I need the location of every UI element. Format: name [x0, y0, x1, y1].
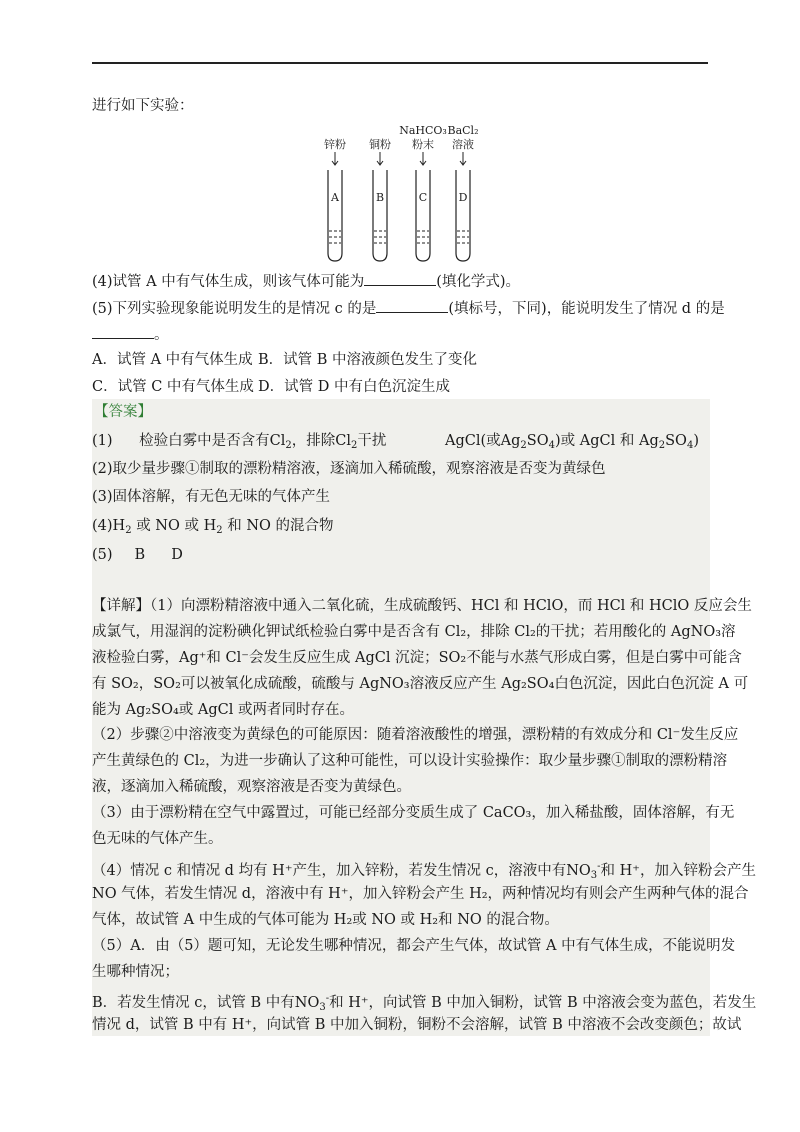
option-a: A．试管 A 中有气体生成 [92, 352, 253, 368]
answer-1-text: 检验白雾中是否含有$Cl_2$，排除$Cl_2$干扰 [139, 433, 387, 451]
q5-d-answer-blank[interactable] [92, 324, 154, 339]
answer-4: $(4)H_2$ 或 NO 或 $H_2$ 和 NO 的混合物 [92, 518, 334, 536]
explanation-2-line-2: 产生黄绿色的 Cl₂，为进一步确认了这种可能性，可以设计实验操作：取少量步骤①制取的漂粉精溶 [92, 753, 728, 769]
reagent-label-c2: 粉末 [412, 138, 434, 151]
q5-c-answer-blank[interactable] [376, 298, 448, 313]
tube-label-b: B [375, 191, 385, 204]
option-b: B．试管 B 中溶液颜色发生了变化 [258, 352, 478, 368]
q5-text: (5)下列实验现象能说明发生的是情况 c 的是 [92, 301, 377, 317]
explanation-3-line-2: 色无味的气体产生。 [92, 831, 223, 847]
explanation-4-line-1: （4）情况 c 和情况 d 均有 H⁺产生，加入锌粉，若发生情况 c，溶液中有$NO_3^-$和 H⁺，加入锌粉会产生 [92, 861, 756, 881]
explanation-4-line-2: NO 气体，若发生情况 d，溶液中有 H⁺，加入锌粉会产生 H₂，两种情况均有则会产生两种气体的混合 [92, 886, 749, 902]
explanation-1-line-2: 成氯气，用湿润的淀粉碘化钾试纸检验白雾中是否含有 Cl₂，排除 Cl₂的干扰；若用酸化的 AgNO₃溶 [92, 624, 736, 640]
header-rule [92, 62, 708, 64]
reagent-label-d2: 溶液 [452, 138, 474, 151]
answer-1-number: (1) [92, 433, 113, 449]
q5-mid: (填标号，下同)，能说明发生了情况 d 的是 [448, 301, 725, 317]
tube-a [328, 170, 342, 261]
q4-answer-blank[interactable] [364, 271, 436, 286]
reagent-label-b: 铜粉 [369, 138, 391, 151]
question-5-line2 [92, 324, 169, 345]
q5-end: 。 [154, 327, 169, 343]
answer-2: (2)取少量步骤①制取的漂粉精溶液，逐滴加入稀硫酸，观察溶液是否变为黄绿色 [92, 461, 606, 477]
intro-text: 进行如下实验： [92, 98, 194, 114]
reagent-label-c: NaHCO₃ [399, 124, 447, 137]
answer-1 [92, 431, 699, 456]
explanation-1-line-3: 液检验白雾，Ag⁺和 Cl⁻会发生反应生成 AgCl 沉淀；SO₂不能与水蒸气形成白雾，但是白雾中可能含 [92, 650, 742, 666]
tube-d [456, 170, 470, 261]
question-4 [92, 271, 520, 292]
tube-b [373, 170, 387, 261]
option-d: D．试管 D 中有白色沉淀生成 [258, 379, 450, 395]
tube-label-a: A [331, 191, 339, 204]
tube-label-d: D [458, 191, 468, 204]
reagent-label-a: 锌粉 [324, 138, 346, 151]
explanation-2-line-3: 液，逐滴加入稀硫酸，观察溶液是否变为黄绿色。 [92, 779, 411, 795]
explanation-1-line-4: 有 SO₂，SO₂可以被氧化成硫酸，硫酸与 AgNO₃溶液反应产生 Ag₂SO₄白色沉淀，因此白色沉淀 A 可 [92, 676, 749, 692]
explanation-4-line-3: 气体，故试管 A 中生成的气体可能为 H₂或 NO 或 H₂和 NO 的混合物。 [92, 912, 559, 928]
explanation-1-line-5: 能为 Ag₂SO₄或 AgCl 或两者同时存在。 [92, 702, 355, 718]
explanation-5-line-2: 生哪种情况； [92, 964, 179, 980]
q4-text: (4)试管 A 中有气体生成，则该气体可能为 [92, 274, 365, 290]
explanation-5-line-3: B．若发生情况 c，试管 B 中有$NO_3^-$和 H⁺，向试管 B 中加入铜粉，试管 B 中溶液会变为蓝色，若发生 [92, 993, 757, 1013]
tube-c [416, 170, 430, 261]
answer-5: (5) B D [92, 547, 183, 563]
explanation-5-line-1: （5）A．由（5）题可知，无论发生哪种情况，都会产生气体，故试管 A 中有气体生成，不能说明发 [92, 938, 736, 954]
q4-suffix: (填化学式)。 [436, 274, 521, 290]
explanation-2-line-1: （2）步骤②中溶液变为黄绿色的可能原因：随着溶液酸性的增强，漂粉精的有效成分和 Cl⁻发生反应 [92, 727, 739, 743]
option-c: C．试管 C 中有气体生成 [92, 379, 254, 395]
reagent-label-d: BaCl₂ [447, 124, 479, 137]
explanation-1-line-1: 【详解】（1）向漂粉精溶液中通入二氧化硫，生成硫酸钙、HCl 和 HClO，而 HCl 和 HClO 反应会生 [92, 598, 752, 614]
answer-1-precipitate: AgCl(或$Ag_2SO_4$)或 AgCl 和 $Ag_2SO_4$) [444, 433, 699, 451]
tube-label-c: C [418, 191, 428, 204]
question-5 [92, 298, 725, 319]
answer-3: (3)固体溶解，有无色无味的气体产生 [92, 489, 331, 505]
explanation-3-line-1: （3）由于漂粉精在空气中露置过，可能已经部分变质生成了 CaCO₃，加入稀盐酸，固体溶解，有无 [92, 805, 735, 821]
test-tube-figure [310, 118, 490, 266]
explanation-5-line-4: 情况 d，试管 B 中有 H⁺，向试管 B 中加入铜粉，铜粉不会溶解，试管 B 中溶液不会改变颜色；故试 [92, 1017, 742, 1033]
answer-title: 【答案】 [94, 404, 152, 420]
